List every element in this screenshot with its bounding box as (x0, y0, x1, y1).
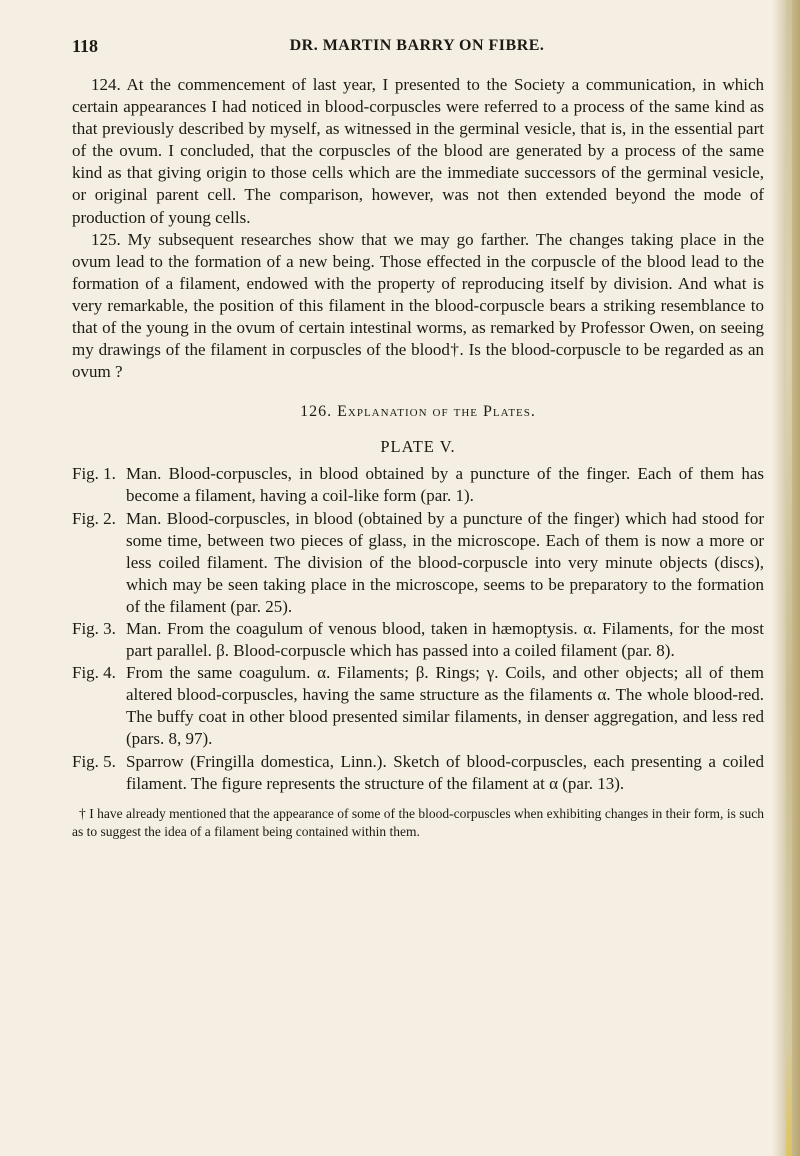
figure-text: Man. Blood-corpuscles, in blood obtained by a puncture of the finger. Each of them has become a filament, having a coil-like form (par. 1). (126, 464, 764, 506)
figure-text: Sparrow (Fringilla domestica, Linn.). Sketch of blood-corpuscles, each presenting a coiled filament. The figure represents the structure of the filament at α (par. 13). (126, 751, 764, 793)
figure-caption (72, 662, 764, 750)
figure-caption (72, 463, 764, 507)
figure-text: Man. Blood-corpuscles, in blood (obtained by a puncture of the finger) which had stood for some time, between two pieces of glass, in the microscope. Each of them is now a more or less coiled filament. The division of the blood-corpuscle into very minute objects (discs), which may be seen taking place in the microscope, seems to be preparatory to the formation of the filament (par. 25). (126, 508, 764, 616)
paragraph-125: 125. My subsequent researches show that we may go farther. The changes taking place in the ovum lead to the formation of a new being. Those effected in the corpuscle of the blood lead to the formation of a filament, endowed with the property of reproducing itself by division. And what is very remarkable, the position of this filament in the blood-corpuscle bears a striking resemblance to that of the young in the ovum of certain intestinal worms, as remarked by Professor Owen, on seeing my drawings of the filament in corpuscles of the blood†. Is the blood-corpuscle to be regarded as an ovum ? (72, 229, 764, 382)
running-head: DR. MARTIN BARRY ON FIBRE. (289, 37, 545, 54)
footnote: † I have already mentioned that the appearance of some of the blood-corpuscles when exhibiting changes in their form, is such as to suggest the idea of a filament being contained within them. (72, 805, 764, 839)
plate-heading: PLATE V. (380, 437, 456, 457)
figure-caption (72, 618, 764, 662)
page-header (72, 36, 762, 60)
page-body (72, 74, 764, 854)
figure-label: Fig. 3. (72, 618, 116, 638)
paragraph-124: 124. At the commencement of last year, I presented to the Society a communication, in which certain appearances I had noticed in blood-corpuscles were referred to a process of the same kind as that previously described by myself, as witnessed in the germinal vesicle, that is, in the essential part of the ovum. I concluded, that the corpuscles of the blood are generated by a process of the same kind as that giving origin to those cells which are the immediate successors of the germinal vesicle, or original parent cell. The comparison, however, was not then extended beyond the mode of production of young cells. (72, 75, 764, 227)
figure-label: Fig. 2. (72, 508, 116, 528)
figure-caption (72, 751, 764, 795)
page-edge-stain (786, 0, 792, 1156)
figure-text: Man. From the coagulum of venous blood, taken in hæmoptysis. α. Filaments, for the most part parallel. β. Blood-corpuscle which has passed into a coiled filament (par. 8). (126, 618, 764, 661)
figure-caption (72, 508, 764, 618)
figure-label: Fig. 1. (72, 464, 116, 484)
section-heading: 126. Explanation of the Plates. (300, 403, 536, 421)
figure-label: Fig. 4. (72, 663, 116, 683)
figure-label: Fig. 5. (72, 751, 116, 771)
page-number: 118 (72, 36, 99, 56)
figure-text: From the same coagulum. α. Filaments; β. Rings; γ. Coils, and other objects; all of them altered blood-corpuscles, having the same structure as the filaments α. The whole blood-red. The buffy coat in other blood presented similar filaments, in denser aggregation, and less red (pars. 8, 97). (126, 663, 764, 749)
